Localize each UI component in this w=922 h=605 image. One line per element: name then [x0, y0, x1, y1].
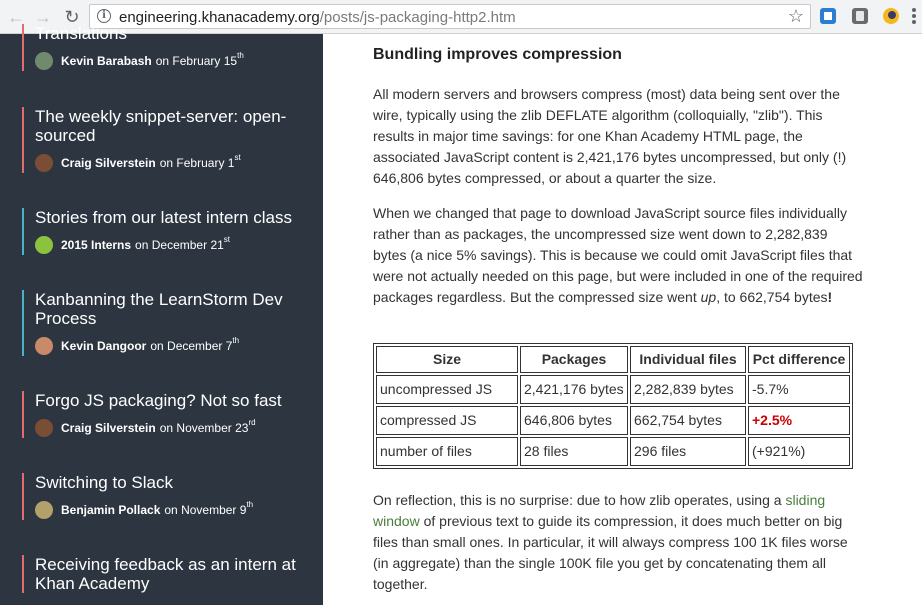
post-date: February 1st [176, 153, 241, 170]
table-header: Individual files [630, 346, 746, 373]
table-row [376, 437, 850, 466]
table-row [376, 375, 850, 404]
post-meta [35, 418, 312, 438]
forward-button[interactable]: → [34, 7, 52, 27]
post-author[interactable]: Kevin Barabash [61, 54, 152, 68]
post-title[interactable]: Translations [35, 24, 127, 43]
sidebar-post[interactable] [22, 555, 312, 593]
post-on: on [135, 238, 149, 252]
post-date: November 23rd [176, 418, 256, 435]
extension-icon-3[interactable] [883, 8, 899, 24]
paragraph-3: On reflection, this is no surprise: due to how zlib operates, using a sliding window of previous text to guide its compression, it does much better on big files than small ones. In particular, it will always compress 100 1K files worse (in aggregate) than the single 100K file you get by concatenating them all together. [373, 492, 848, 592]
post-author[interactable]: Kevin Dangoor [61, 339, 147, 353]
browser-menu-icon[interactable] [912, 8, 916, 26]
post-title[interactable]: Switching to Slack [35, 473, 173, 492]
post-author[interactable]: Craig Silverstein [61, 421, 156, 435]
url-path: /posts/js-packaging-http2.htm [319, 9, 516, 26]
sliding-window-link[interactable]: sliding window [373, 492, 826, 529]
sidebar [0, 24, 323, 605]
post-title[interactable]: The weekly snippet-server: open-sourced [35, 107, 287, 145]
post-on: on [155, 54, 170, 68]
bookmark-star-icon[interactable]: ☆ [787, 6, 804, 26]
post-on: on [159, 421, 174, 435]
table-cell: (+921%) [748, 437, 850, 466]
post-author[interactable]: Craig Silverstein [61, 156, 156, 170]
post-meta [35, 500, 312, 520]
post-meta [35, 235, 312, 255]
compression-table [373, 343, 853, 469]
back-button[interactable]: ← [7, 7, 25, 27]
post-meta [35, 51, 312, 71]
sidebar-post[interactable] [22, 208, 312, 255]
extension-icon-2[interactable] [852, 8, 868, 24]
paragraph-1: All modern servers and browsers compress (most) data being sent over the wire, typically using the zlib DEFLATE algorithm (colloquially, "zlib"). This results in major time savings: for one Khan Academy HTML page, the associated JavaScript content is 2,421,176 bytes uncompressed, but only (!) 646,806 bytes compressed, or about a quarter the size. [373, 86, 847, 186]
avatar [35, 419, 53, 437]
avatar [35, 337, 53, 355]
sidebar-post[interactable] [22, 473, 312, 520]
post-author[interactable]: Benjamin Pollack [61, 503, 161, 517]
avatar [35, 154, 53, 172]
table-header: Pct difference [748, 346, 850, 373]
table-cell: 662,754 bytes [630, 406, 746, 435]
table-row [376, 406, 850, 435]
post-date: November 9th [181, 500, 254, 517]
table-header: Size [376, 346, 518, 373]
info-icon[interactable]: i [97, 9, 111, 23]
post-meta [35, 153, 312, 173]
table-header: Packages [520, 346, 628, 373]
post-author[interactable]: 2015 Interns [61, 238, 132, 252]
url-host: engineering.khanacademy.org [119, 9, 320, 26]
post-on: on [159, 156, 174, 170]
sidebar-post[interactable] [22, 391, 312, 438]
post-date: February 15th [172, 51, 244, 68]
table-cell: 28 files [520, 437, 628, 466]
extension-icon-1[interactable] [820, 8, 836, 24]
table-cell: -5.7% [748, 375, 850, 404]
table-cell: 296 files [630, 437, 746, 466]
section-heading: Bundling improves compression [373, 46, 622, 63]
avatar [35, 236, 53, 254]
sidebar-post[interactable] [22, 24, 312, 71]
table-cell: number of files [376, 437, 518, 466]
post-date: December 21st [151, 235, 231, 252]
avatar [35, 52, 53, 70]
table-cell: 646,806 bytes [520, 406, 628, 435]
sidebar-post[interactable] [22, 290, 312, 356]
table-header-row [376, 346, 850, 373]
post-title[interactable]: Kanbanning the LearnStorm Dev Process [35, 290, 283, 328]
post-on: on [164, 503, 178, 517]
table-cell: 2,421,176 bytes [520, 375, 628, 404]
avatar [35, 501, 53, 519]
paragraph-2: When we changed that page to download JavaScript source files individually rather than as packages, the uncompressed size went down to 2,282,839 bytes (a nice 5% savings). This is because we could omit JavaScript files that were not actually needed on this page, but were included in one of the required packages regardless. But the compressed size went up, to 662,754 bytes! [373, 205, 863, 305]
post-title[interactable]: Stories from our latest intern class [35, 208, 292, 227]
reload-button[interactable]: ↻ [64, 7, 80, 27]
post-title[interactable]: Receiving feedback as an intern at Khan Academy [35, 555, 296, 593]
table-cell: compressed JS [376, 406, 518, 435]
post-meta [35, 336, 312, 356]
post-date: December 7th [167, 336, 240, 353]
table-cell: 2,282,839 bytes [630, 375, 746, 404]
post-on: on [150, 339, 164, 353]
table-cell: uncompressed JS [376, 375, 518, 404]
post-title[interactable]: Forgo JS packaging? Not so fast [35, 391, 282, 410]
table-cell: +2.5% [748, 406, 850, 435]
sidebar-post[interactable] [22, 107, 312, 173]
